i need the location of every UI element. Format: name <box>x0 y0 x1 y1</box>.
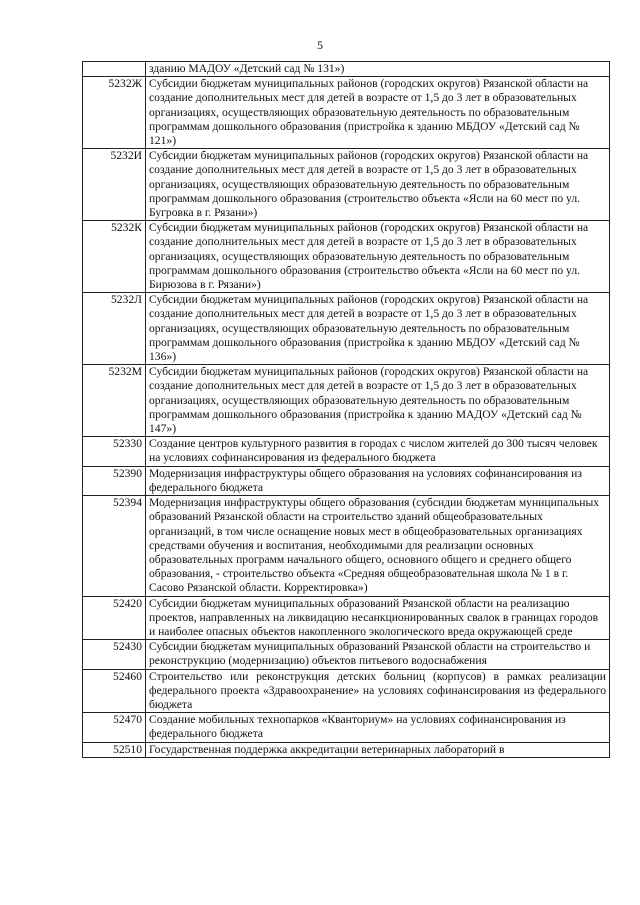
table-row <box>83 640 610 669</box>
row-code: 52390 <box>83 466 146 495</box>
row-description: Государственная поддержка аккредитации ветеринарных лабораторий в <box>146 742 610 757</box>
table-row <box>83 596 610 640</box>
table-row <box>83 669 610 713</box>
row-code: 5232И <box>83 149 146 221</box>
table-row <box>83 742 610 757</box>
row-description: Субсидии бюджетам муниципальных районов (городских округов) Рязанской области на создание дополнительных мест для детей в возрасте от 1,5 до 3 лет в образовательных организациях, осуществляющих образовательную деятельность по образовательным программам дошкольного образования (пристройка к зданию МБДОУ «Детский сад № 136») <box>146 293 610 365</box>
row-code: 52510 <box>83 742 146 757</box>
row-description: Строительство или реконструкция детских больниц (корпусов) в рамках реализации федерального проекта «Здравоохранение» на условиях софинансирования из федерального бюджета <box>146 669 610 713</box>
table-row <box>83 77 610 149</box>
table-row <box>83 437 610 466</box>
row-code: 5232К <box>83 221 146 293</box>
table-row <box>83 466 610 495</box>
row-description: Создание центров культурного развития в городах с числом жителей до 300 тысяч человек на условиях софинансирования из федерального бюджета <box>146 437 610 466</box>
row-code: 52394 <box>83 496 146 596</box>
row-code: 52470 <box>83 713 146 742</box>
row-code: 52430 <box>83 640 146 669</box>
page-number: 5 <box>317 38 323 52</box>
row-code: 52460 <box>83 669 146 713</box>
row-description: Субсидии бюджетам муниципальных образований Рязанской области на реализацию проектов, направленных на ликвидацию несанкционированных свалок в границах городов и наиболее опасных объектов накопленного экологического вреда окружающей среде <box>146 596 610 640</box>
table-row <box>83 713 610 742</box>
table-row <box>83 62 610 77</box>
table-row <box>83 149 610 221</box>
row-description: Создание мобильных технопарков «Кванториум» на условиях софинансирования из федерального бюджета <box>146 713 610 742</box>
table-row <box>83 365 610 437</box>
table-row <box>83 496 610 596</box>
budget-codes-table <box>82 61 610 758</box>
table-row <box>83 293 610 365</box>
row-code <box>83 62 146 77</box>
row-description: Субсидии бюджетам муниципальных районов (городских округов) Рязанской области на создание дополнительных мест для детей в возрасте от 1,5 до 3 лет в образовательных организациях, осуществляющих образовательную деятельность по образовательным программам дошкольного образования (пристройка к зданию МБДОУ «Детский сад № 121») <box>146 77 610 149</box>
row-code: 5232Л <box>83 293 146 365</box>
row-code: 5232М <box>83 365 146 437</box>
row-description: зданию МАДОУ «Детский сад № 131») <box>146 62 610 77</box>
row-code: 5232Ж <box>83 77 146 149</box>
row-description: Модернизация инфраструктуры общего образования на условиях софинансирования из федерального бюджета <box>146 466 610 495</box>
table-row <box>83 221 610 293</box>
row-code: 52330 <box>83 437 146 466</box>
row-description: Субсидии бюджетам муниципальных районов (городских округов) Рязанской области на создание дополнительных мест для детей в возрасте от 1,5 до 3 лет в образовательных организациях, осуществляющих образовательную деятельность по образовательным программам дошкольного образования (строительство объекта «Ясли на 60 мест по ул. Бугровка в г. Рязани») <box>146 149 610 221</box>
row-code: 52420 <box>83 596 146 640</box>
row-description: Субсидии бюджетам муниципальных образований Рязанской области на строительство и реконструкцию (модернизацию) объектов питьевого водоснабжения <box>146 640 610 669</box>
row-description: Субсидии бюджетам муниципальных районов (городских округов) Рязанской области на создание дополнительных мест для детей в возрасте от 1,5 до 3 лет в образовательных организациях, осуществляющих образовательную деятельность по образовательным программам дошкольного образования (строительство объекта «Ясли на 60 мест по ул. Бирюзова в г. Рязани») <box>146 221 610 293</box>
row-description: Субсидии бюджетам муниципальных районов (городских округов) Рязанской области на создание дополнительных мест для детей в возрасте от 1,5 до 3 лет в образовательных организациях, осуществляющих образовательную деятельность по образовательным программам дошкольного образования (пристройка к зданию МАДОУ «Детский сад № 147») <box>146 365 610 437</box>
row-description: Модернизация инфраструктуры общего образования (субсидии бюджетам муниципальных образований Рязанской области на строительство зданий общеобразовательных организаций, в том числе оснащение новых мест в общеобразовательных организациях средствами обучения и воспитания, необходимыми для реализации основных образовательных программ начального общего, основного общего и среднего общего образования, - строительство объекта «Средняя общеобразовательная школа № 1 в г. Сасово Рязанской области. Корректировка») <box>146 496 610 596</box>
